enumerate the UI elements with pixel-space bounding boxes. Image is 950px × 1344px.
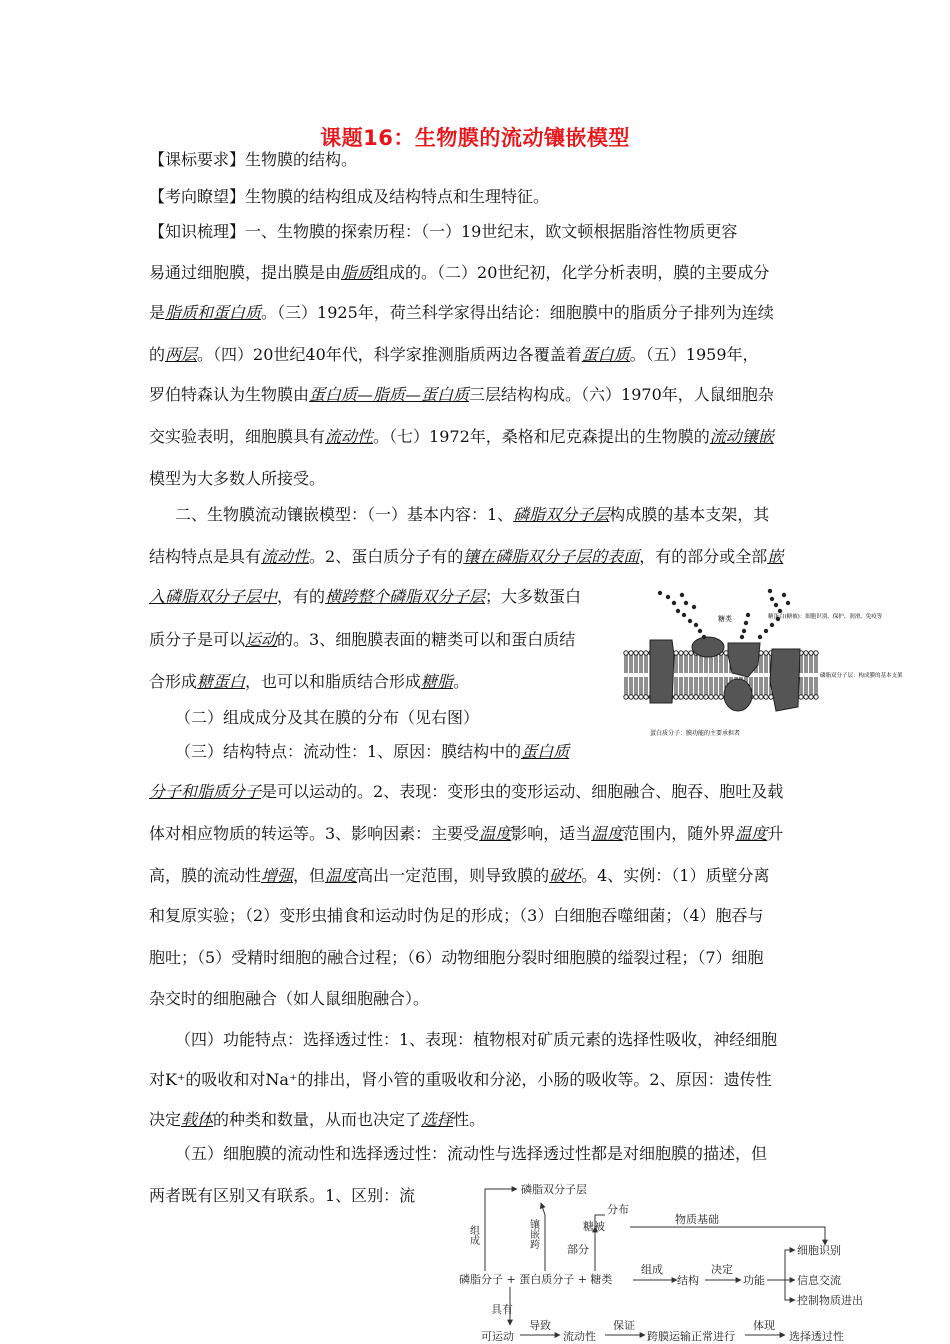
answer-blank: 载体 [181, 1110, 214, 1129]
concept-map-figure [455, 1175, 895, 1344]
sugar-bead [682, 613, 686, 617]
answer-blank: 入磷脂双分子层中 [149, 587, 278, 606]
phospholipid-tail [815, 677, 817, 695]
node-selective: 选择透过性 [789, 1330, 844, 1343]
text-line [149, 547, 783, 567]
membrane-structure-figure [620, 585, 903, 750]
phospholipid-head [754, 695, 758, 699]
node-compose: 组成 [467, 1225, 479, 1245]
sugar-bead [758, 635, 762, 639]
phospholipid-tail [700, 677, 702, 695]
phospholipid-tail [680, 677, 682, 695]
text-segment: 交实验表明，细胞膜具有 [149, 427, 326, 446]
text-segment: 高出一定范围，则导致膜的 [357, 866, 550, 885]
text-segment: 范围内，随外界 [623, 824, 736, 843]
text-segment: ，但 [293, 866, 326, 885]
text-line [149, 222, 737, 242]
phospholipid-head [799, 695, 803, 699]
protein-left [650, 640, 674, 703]
answer-blank: 流动性 [261, 547, 310, 566]
text-segment: 体对相应物质的转运等。3、影响因素：主要受 [149, 824, 480, 843]
text-line [149, 824, 783, 844]
phospholipid-tail [710, 655, 712, 673]
node-fluidity: 流动性 [563, 1330, 596, 1343]
text-segment: 是 [149, 303, 166, 322]
text-segment: 高，膜的流动性 [149, 866, 262, 885]
phospholipid-head [694, 695, 698, 699]
text-segment: 合形成 [149, 672, 198, 691]
node-glycocalyx: 糖被 [583, 1220, 605, 1233]
sugar-bead [778, 609, 782, 613]
text-segment: 影响，适当 [511, 824, 592, 843]
answer-blank: 糖蛋白 [197, 672, 246, 691]
phospholipid-head [629, 695, 633, 699]
text-line [175, 505, 769, 525]
text-segment: ，有的部分或全部 [639, 547, 768, 566]
text-line [149, 1070, 772, 1090]
text-segment: 二、生物膜流动镶嵌模型：（一）基本内容：1、 [175, 505, 514, 524]
phospholipid-tail [800, 677, 802, 695]
answer-blank: 运动 [245, 630, 278, 649]
phospholipid-head [709, 695, 713, 699]
protein-right [770, 649, 800, 711]
phospholipid-tail [705, 655, 707, 673]
phospholipid-tail [805, 677, 807, 695]
text-line [149, 469, 325, 489]
phospholipid-tail [765, 655, 767, 673]
text-line [149, 263, 769, 283]
phospholipid-head [639, 695, 643, 699]
phospholipid-head [804, 651, 808, 655]
text-segment: 两者既有区别又有联系。1、区别：流 [149, 1186, 416, 1205]
text-segment: （五）细胞膜的流动性和选择透过性：流动性与选择透过性都是对细胞膜的描述，但 [175, 1144, 768, 1163]
phospholipid-head [814, 651, 818, 655]
answer-blank: 温度 [325, 866, 358, 885]
phospholipid-tail [810, 655, 812, 673]
phospholipid-head [764, 651, 768, 655]
sugar-bead [768, 589, 772, 593]
text-line [149, 630, 575, 650]
text-segment: （三）结构特点：流动性：1、原因：膜结构中的 [175, 742, 522, 761]
text-segment: 罗伯特森认为生物膜由 [149, 385, 310, 404]
phospholipid-tail [630, 677, 632, 695]
sugar-bead [684, 601, 688, 605]
phospholipid-tail [710, 677, 712, 695]
text-segment: 构成膜的基本支架，其 [609, 505, 770, 524]
phospholipid-head [699, 695, 703, 699]
sugar-bead [782, 593, 786, 597]
node-have: 具有 [491, 1303, 513, 1316]
answer-blank: 分子和脂质分子 [149, 782, 262, 801]
phospholipid-tail [625, 677, 627, 695]
sugar-bead [658, 591, 662, 595]
text-segment: 决定 [149, 1110, 182, 1129]
phospholipid-tail [685, 655, 687, 673]
page-title: 课题16：生物膜的流动镶嵌模型 [320, 126, 630, 150]
answer-blank: 增强 [261, 866, 294, 885]
phospholipid-tail [685, 677, 687, 695]
text-segment: 。4、实例：（1）质壁分离 [581, 866, 770, 885]
phospholipid-tail [760, 677, 762, 695]
protein-label: 蛋白质分子：膜功能的主要承担者 [650, 730, 741, 737]
node-distribute: 分布 [607, 1203, 629, 1216]
phospholipid-head [684, 695, 688, 699]
text-line [149, 587, 581, 607]
node-lead: 导致 [529, 1319, 551, 1332]
node-canmove: 可运动 [481, 1330, 514, 1343]
answer-blank: 选择 [421, 1110, 454, 1129]
phospholipid-head [814, 695, 818, 699]
text-segment: ，也可以和脂质结合形成 [245, 672, 422, 691]
phospholipid-head [809, 651, 813, 655]
node-embody: 体现 [753, 1319, 775, 1332]
sugar-bead [746, 613, 750, 617]
text-segment: 。（七）1972年，桑格和尼克森提出的生物膜的 [373, 427, 710, 446]
phospholipid-head [624, 651, 628, 655]
sugar-bead [740, 635, 744, 639]
sugar-label: 糖类 [718, 615, 732, 623]
text-segment: 对K⁺的吸收和对Na⁺的排出，肾小管的重吸收和分泌，小肠的吸收等。2、原因：遗传性 [149, 1070, 772, 1089]
answer-blank: 脂质和蛋白质 [165, 303, 262, 322]
phospholipid-tail [715, 677, 717, 695]
text-segment: 升 [767, 824, 784, 843]
phospholipid-tail [630, 655, 632, 673]
answer-blank: 流动性 [325, 427, 374, 446]
text-segment: 【知识梳理】一、生物膜的探索历程：（一）19世纪末，欧文顿根据脂溶性物质更容 [149, 222, 738, 241]
sugar-bead [680, 593, 684, 597]
phospholipid-tail [635, 655, 637, 673]
phospholipid-tail [720, 655, 722, 673]
answer-blank: 蛋白质 [521, 742, 570, 761]
text-line [149, 385, 774, 405]
phospholipid-head [689, 651, 693, 655]
node-embed: 镶嵌跨 [527, 1219, 539, 1249]
sugar-bead [666, 595, 670, 599]
text-segment: ，有的 [277, 587, 326, 606]
node-part: 部分 [567, 1243, 589, 1256]
text-line [149, 427, 774, 447]
text-line [149, 303, 774, 323]
phospholipid-tail [635, 677, 637, 695]
node-f2: 信息交流 [797, 1274, 841, 1287]
phospholipid-tail [810, 677, 812, 695]
answer-blank: 温度 [591, 824, 624, 843]
protein-embedded [724, 679, 752, 711]
phospholipid-head [644, 695, 648, 699]
text-segment: （二）组成成分及其在膜的分布（见右图） [175, 708, 480, 727]
node-compose2: 组成 [641, 1263, 663, 1276]
phospholipid-head [759, 695, 763, 699]
phospholipid-tail [695, 655, 697, 673]
text-line [149, 187, 549, 207]
text-line [149, 150, 357, 170]
text-segment: 。（四）20世纪40年代，科学家推测脂质两边各覆盖着 [197, 345, 582, 364]
node-function: 功能 [743, 1274, 765, 1287]
sugar-bead [786, 601, 790, 605]
text-segment: 。（五）1959年， [629, 345, 759, 364]
answer-blank: 横跨整个磷脂双分子层 [325, 587, 486, 606]
phospholipid-head [719, 695, 723, 699]
phospholipid-head [674, 651, 678, 655]
answer-blank: 磷脂双分子层 [513, 505, 610, 524]
text-segment: 的 [149, 345, 166, 364]
phospholipid-head [634, 651, 638, 655]
phospholipid-head [634, 695, 638, 699]
phospholipid-head [624, 695, 628, 699]
text-segment: （四）功能特点：选择透过性：1、表现：植物根对矿质元素的选择性吸收，神经细胞 [175, 1030, 778, 1049]
answer-blank: 糖脂 [421, 672, 454, 691]
answer-blank: 蛋白质—脂质—蛋白质 [309, 385, 470, 404]
bilayer-label: 磷脂双分子层：构成膜的基本支架 [820, 673, 903, 679]
phospholipid-tail [640, 677, 642, 695]
text-segment: 胞吐；（5）受精时细胞的融合过程；（6）动物细胞分裂时细胞膜的缢裂过程；（7）细胞 [149, 948, 764, 967]
text-segment: ；大多数蛋白 [485, 587, 582, 606]
phospholipid-head [689, 695, 693, 699]
text-segment: 和复原实验；（2）变形虫捕食和运动时伪足的形成；（3）白细胞吞噬细菌；（4）胞吞与 [149, 906, 764, 925]
node-f3: 控制物质进出 [797, 1294, 863, 1307]
text-line [149, 345, 759, 365]
sugar-bead [774, 603, 778, 607]
phospholipid-tail [720, 677, 722, 695]
text-segment: 模型为大多数人所接受。 [149, 469, 326, 488]
text-segment: 的种类和数量，从而也决定了 [213, 1110, 422, 1129]
answer-blank: 嵌 [767, 547, 784, 566]
phospholipid-tail [815, 655, 817, 673]
phospholipid-tail [645, 677, 647, 695]
text-line [149, 866, 769, 886]
text-line [149, 906, 764, 926]
answer-blank: 温度 [479, 824, 512, 843]
answer-blank: 两层 [165, 345, 198, 364]
node-structure: 结构 [677, 1274, 699, 1287]
sugar-bead [692, 605, 696, 609]
phospholipid-head [714, 695, 718, 699]
text-segment: 。 [453, 672, 470, 691]
phospholipid-tail [765, 677, 767, 695]
phospholipid-head [704, 695, 708, 699]
phospholipid-head [629, 651, 633, 655]
sugar-bead [744, 621, 748, 625]
text-segment: 质分子是可以 [149, 630, 246, 649]
text-segment: 【课标要求】生物膜的结构。 [149, 150, 358, 169]
answer-blank: 温度 [735, 824, 768, 843]
answer-blank: 破坏 [549, 866, 582, 885]
text-segment: 三层结构构成。（六）1970年，人鼠细胞杂 [469, 385, 774, 404]
text-line [149, 782, 783, 802]
text-line [149, 1110, 485, 1130]
phospholipid-tail [640, 655, 642, 673]
node-components: 磷脂分子 + 蛋白质分子 + 糖类 [459, 1273, 613, 1286]
phospholipid-tail [715, 655, 717, 673]
phospholipid-head [764, 695, 768, 699]
text-segment: 。2、蛋白质分子有的 [309, 547, 464, 566]
phospholipid-tail [690, 655, 692, 673]
text-line [149, 672, 469, 692]
phospholipid-head [809, 695, 813, 699]
text-line [175, 708, 479, 728]
text-segment: 易通过细胞膜，提出膜是由 [149, 263, 342, 282]
text-line [175, 1144, 767, 1164]
phospholipid-head [644, 651, 648, 655]
text-segment: 杂交时的细胞融合（如人鼠细胞融合）。 [149, 989, 430, 1008]
text-segment: 的。3、细胞膜表面的糖类可以和蛋白质结 [277, 630, 576, 649]
text-line [149, 989, 429, 1009]
phospholipid-tail [725, 655, 727, 673]
sugar-bead [770, 597, 774, 601]
text-segment: 。（三）1925年，荷兰科学家得出结论：细胞膜中的脂质分子排列为连续 [261, 303, 774, 322]
text-line [175, 1030, 777, 1050]
sugar-bead [770, 623, 774, 627]
phospholipid-tail [760, 655, 762, 673]
sugar-bead [694, 623, 698, 627]
answer-blank: 镶在磷脂双分子层的表面 [463, 547, 640, 566]
answer-blank: 脂质 [341, 263, 374, 282]
text-line [149, 948, 764, 968]
phospholipid-tail [675, 677, 677, 695]
phospholipid-tail [755, 677, 757, 695]
phospholipid-head [679, 651, 683, 655]
phospholipid-tail [695, 677, 697, 695]
text-segment: 组成的。（二）20世纪初，化学分析表明，膜的主要成分 [373, 263, 770, 282]
sugar-bead [672, 601, 676, 605]
phospholipid-head [804, 695, 808, 699]
text-line [175, 742, 569, 762]
phospholipid-tail [705, 677, 707, 695]
phospholipid-head [639, 651, 643, 655]
phospholipid-tail [645, 655, 647, 673]
sugar-bead [764, 629, 768, 633]
protein-surface [692, 637, 724, 657]
sugar-bead [698, 629, 702, 633]
phospholipid-tail [680, 655, 682, 673]
node-f1: 细胞识别 [797, 1244, 841, 1257]
phospholipid-tail [700, 655, 702, 673]
answer-blank: 蛋白质 [581, 345, 630, 364]
text-segment: 性。 [453, 1110, 486, 1129]
node-ensure: 保证 [613, 1319, 635, 1332]
text-segment: 结构特点是具有 [149, 547, 262, 566]
phospholipid-tail [800, 655, 802, 673]
phospholipid-head [674, 695, 678, 699]
text-line [149, 1186, 415, 1206]
phospholipid-head [684, 651, 688, 655]
phospholipid-tail [675, 655, 677, 673]
node-determine: 决定 [711, 1263, 733, 1276]
sugar-bead [676, 609, 680, 613]
text-segment: 【考向瞭望】生物膜的结构组成及结构特点和生理特征。 [149, 187, 550, 206]
answer-blank: 流动镶嵌 [709, 427, 774, 446]
glycoprotein-label: 糖蛋白(糖被)：细胞识别、保护、润滑、免疫等 [768, 614, 883, 620]
node-bilayer: 磷脂双分子层 [521, 1183, 587, 1196]
phospholipid-tail [690, 677, 692, 695]
phospholipid-tail [625, 655, 627, 673]
phospholipid-tail [805, 655, 807, 673]
sugar-bead [688, 619, 692, 623]
node-material: 物质基础 [675, 1213, 719, 1226]
node-transport: 跨膜运输正常进行 [647, 1330, 735, 1343]
sugar-bead [742, 629, 746, 633]
text-segment: 是可以运动的。2、表现：变形虫的变形运动、细胞融合、胞吞、胞吐及载 [261, 782, 784, 801]
phospholipid-head [679, 695, 683, 699]
sugar-bead [702, 635, 706, 639]
